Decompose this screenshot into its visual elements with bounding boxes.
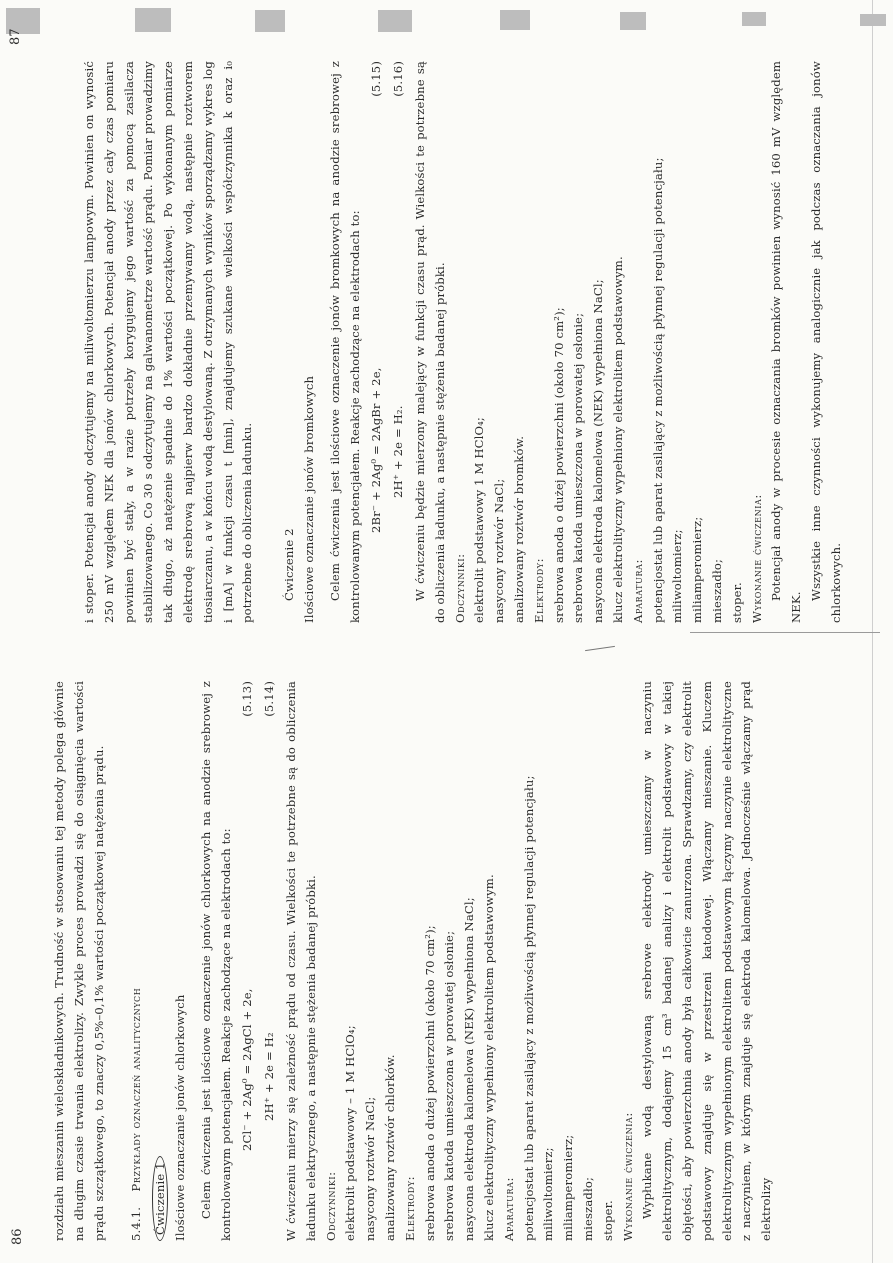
- list-item: analizowany roztwór chlorków.: [382, 1054, 397, 1241]
- procedure-paragraph: Wypłukane wodą destylowaną srebrowe elektrody umieszczamy w naczyniu elektrolitycznym, dodajemy 15 cm³ badanej analizy i elektrolit podstawowy w takiej objętości, aby powierzchnia anody była całkowicie zanurzona. Sprawdzamy, czy elektrolit podstawowy znajduje się w przestrzeni katodowej. Włączamy mieszanie. Kluczem elektrolitycznym wypełnionym elektrolitem podstawowym łączymy naczynie elektrolityczne z naczyniem, w którym znajduje się elektroda kalomelowa. Jednocześnie włączamy prąd elektrolizy: [640, 681, 774, 1241]
- list-item: miliwoltomierz;: [541, 1147, 556, 1241]
- list-item: nasycony roztwór NaCl;: [363, 1096, 378, 1241]
- electrodes-heading: Elektrody:: [531, 557, 546, 623]
- page-87: [80, 61, 846, 623]
- equation: 2Br⁻ + 2Ag⁰ = 2AgBr + 2e,: [369, 367, 384, 533]
- section-number: 5.4.1.: [129, 1206, 144, 1241]
- list-item: srebrowa anoda o dużej powierzchni (około 70 cm²);: [551, 307, 566, 623]
- aim-paragraph: Celem ćwiczenia jest ilościowe oznaczenie jonów chlorkowych na anodzie srebrowej z kontrolowanym potencjałem. Reakcje zachodzące na elektrodach to:: [198, 681, 233, 1241]
- electrodes-heading: Elektrody:: [402, 1175, 417, 1241]
- equation-number: (5.16): [391, 61, 406, 97]
- procedure-heading: Wykonanie ćwiczenia:: [620, 1112, 635, 1241]
- equation-row: [367, 61, 387, 623]
- equation-row: [260, 681, 280, 1241]
- reagents-heading: Odczynniki:: [452, 553, 467, 623]
- list-item: srebrowa katoda umieszczona w porowatej osłonie;: [442, 930, 457, 1241]
- list-item: elektrolit podstawowy – 1 M HClO₄;: [343, 1025, 358, 1241]
- list-item: elektrolit podstawowy 1 M HClO₄;: [472, 417, 487, 623]
- page-number-right: 87: [8, 28, 23, 45]
- list-item: stoper.: [600, 1200, 615, 1241]
- measure-paragraph: W ćwiczeniu mierzy się zależność prądu od czasu. Wielkości te potrzebne są do obliczenia ładunku elektrycznego, a następnie stężenia badanej próbki.: [283, 681, 318, 1241]
- section-title: Przykłady oznaczeń analitycznych: [129, 987, 144, 1192]
- section-heading: [127, 681, 147, 1241]
- equation: 2H⁺ + 2e = H₂.: [391, 405, 406, 498]
- apparatus-heading: Aparatura:: [630, 559, 645, 623]
- page-number-left: 86: [10, 1228, 25, 1245]
- list-item: mieszadło;: [580, 1176, 595, 1241]
- equation: 2Cl⁻ + 2Ag⁰ = 2AgCl + 2e,: [240, 988, 255, 1151]
- procedure-heading: Wykonanie ćwiczenia:: [749, 494, 764, 623]
- list-item: potencjostat lub aparat zasilający z możliwością płynnej regulacji potencjału;: [521, 775, 536, 1241]
- exercise-label: Ćwiczenie 2: [282, 528, 297, 601]
- reagents-heading: Odczynniki:: [323, 1171, 338, 1241]
- list-item: klucz elektrolityczny wypełniony elektrolitem podstawowym.: [481, 874, 496, 1241]
- aim-paragraph: Celem ćwiczenia jest ilościowe oznaczenie jonów bromkowych na anodzie srebrowej z kontrolowanym potencjałem. Reakcje zachodzące na elektrodach to:: [327, 61, 362, 623]
- page-86: [50, 681, 777, 1241]
- procedure-paragraph: Potencjał anody w procesie oznaczania bromków powinien wynosić 160 mV względem NEK.: [769, 61, 804, 623]
- apparatus-heading: Aparatura:: [501, 1177, 516, 1241]
- equation-number: (5.13): [240, 681, 255, 717]
- equation-row: [238, 681, 258, 1241]
- list-item: nasycona elektroda kalomelowa (NEK) wypełniona NaCl;: [591, 279, 606, 623]
- equation: 2H⁺ + 2e = H₂: [262, 1032, 277, 1121]
- procedure-paragraph: Wszystkie inne czynności wykonujemy analogicznie jak podczas oznaczania jonów chlorkowych.: [808, 61, 843, 623]
- intro-paragraph: rozdziału mieszanin wieloskładnikowych. Trudność w stosowaniu tej metody polega głównie na długim czasie trwania elektrolizy. Zwykle proces prowadzi się do osiągnięcia wartości prądu szczątkowego, to znaczy 0,5%–0,1% wartości początkowej natężenia prądu.: [52, 681, 106, 1241]
- list-item: miliwoltomierz;: [670, 529, 685, 623]
- equation-row: [389, 61, 409, 623]
- equation-number: (5.15): [369, 61, 384, 97]
- exercise-title: Ilościowe oznaczanie jonów chlorkowych: [172, 994, 187, 1241]
- list-item: klucz elektrolityczny wypełniony elektrolitem podstawowym.: [610, 256, 625, 623]
- list-item: miliamperomierz;: [561, 1134, 576, 1241]
- exercise-label: [151, 681, 171, 1241]
- list-item: nasycony roztwór NaCl;: [492, 478, 507, 623]
- list-item: nasycona elektroda kalomelowa (NEK) wypełniona NaCl;: [462, 897, 477, 1241]
- list-item: miliamperomierz;: [690, 516, 705, 623]
- equation-number: (5.14): [262, 681, 277, 717]
- exercise-title: Ilościowe oznaczanie jonów bromkowych: [301, 375, 316, 623]
- list-item: srebrowa anoda o dużej powierzchni (około 70 cm²);: [422, 925, 437, 1241]
- list-item: stoper.: [729, 582, 744, 623]
- continuation-paragraph: i stoper. Potencjał anody odczytujemy na miliwoltomierzu lampowym. Powinien on wynosić 250 mV względem NEK dla jonów chlorkowych. Potencjał anody przez cały czas pomiaru powinien być stały, a w razie potrzeby korygujemy jego wartość za pomocą zasilacza stabilizowanego. Co 30 s odczytujemy na galwanometrze wartość prądu. Pomiar prowadzimy tak długo, aż natężenie spadnie do 1% wartości początkowej. Po wykonanym pomiarze elektrodę srebrową najpierw bardzo dokładnie przemywamy wodą, następnie roztworem tiosiarczanu, a w końcu wodą destylowaną. Z otrzymanych wyników sporządzamy wykres log i [mA] w funkcji czasu t [min], znajdujemy szukane wielkości współczynnika k oraz i₀ potrzebne do obliczenia ładunku.: [82, 61, 255, 623]
- list-item: analizowany roztwór bromków.: [511, 435, 526, 623]
- exercise-label-text: Ćwiczenie 1: [152, 1156, 168, 1241]
- list-item: srebrowa katoda umieszczona w porowatej osłonie;: [571, 312, 586, 623]
- list-item: potencjostat lub aparat zasilający z możliwością płynnej regulacji potencjału;: [650, 157, 665, 623]
- measure-paragraph: W ćwiczeniu będzie mierzony malejący w funkcji czasu prąd. Wielkości te potrzebne są do obliczenia ładunku, a następnie stężenia badanej próbki.: [412, 61, 447, 623]
- list-item: mieszadło;: [709, 558, 724, 623]
